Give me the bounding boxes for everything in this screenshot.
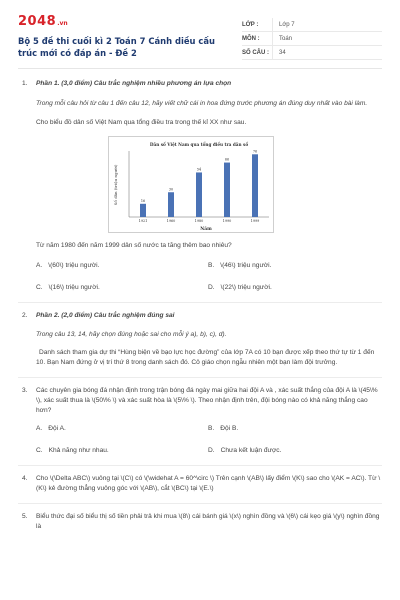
logo-text: 2048 (18, 14, 57, 29)
option-letter: A. (36, 425, 43, 432)
option-letter: B. (208, 425, 215, 432)
option-text: Đội B. (220, 425, 239, 432)
option-c[interactable] (36, 283, 208, 293)
options-q1 (36, 261, 382, 293)
population-chart (108, 136, 274, 233)
question-text: Biểu thức đại số biểu thị số tiền phải trả khi mua \(8\) cái bánh giá \(x\) nghìn đồng và \(6\) cái kẹo giá \(y\) nghìn đồng là (36, 513, 380, 530)
question-number: 4. (22, 475, 28, 482)
meta-label: MÔN : (242, 35, 260, 42)
section-instruction: Trong mỗi câu hỏi từ câu 1 đến câu 12, hãy viết chữ cái in hoa đứng trước phương án đúng duy nhất vào bài làm. (36, 100, 368, 107)
options-q3 (36, 424, 382, 456)
meta-value: Toán (272, 32, 292, 45)
question-number: 2. (22, 312, 28, 319)
header-left (18, 14, 233, 60)
data-label: 16 (140, 198, 146, 203)
chart-bar (224, 163, 230, 217)
question-4 (18, 474, 382, 494)
question-1 (18, 79, 382, 293)
option-letter: B. (208, 262, 215, 269)
divider (18, 465, 382, 466)
option-letter: C. (36, 284, 43, 291)
option-b[interactable] (208, 261, 378, 271)
option-text: \(60\) triệu người. (48, 262, 100, 269)
meta-label: SỐ CÂU : (242, 49, 269, 56)
chart-bar (252, 154, 258, 217)
x-tick-label: 1921 (138, 219, 148, 223)
y-axis-label: Số dân (triệu người) (113, 164, 118, 206)
meta-value: 34 (272, 46, 286, 59)
section-title: Phần 2. (2,0 điểm) Câu trắc nghiệm đúng sai (36, 312, 175, 319)
option-text: Khả năng như nhau. (48, 447, 109, 454)
document-header (18, 14, 382, 69)
option-d[interactable] (208, 446, 378, 456)
chart-title: Dân số Việt Nam qua tổng điều tra dân số (149, 142, 249, 147)
logo-suffix: .vn (57, 20, 68, 27)
question-text: Cho \(\Delta ABC\) vuông tại \(C\) có \(\widehat A = 60^\circ \) Trên cạnh \(AB\) lấy điểm \(K\) sao cho \(AK = AC\). Từ \(K\) kẻ đường thẳng vuông góc với \(AB\), cắt \(BC\) tại \(E.\) (36, 475, 381, 492)
question-number: 1. (22, 80, 28, 87)
question-text: Các chuyên gia bóng đá nhận định trong trận bóng đá ngày mai giữa hai đội A và , xác suất thắng của đội A là \(45\% \), xác suất thua là \(50\% \) và xác suất hòa là \(5\% \). Theo nhận định trên, đội bóng nào có khả năng thắng cao hơn? (36, 387, 378, 414)
option-d[interactable] (208, 283, 378, 293)
x-tick-label: 1990 (222, 219, 232, 223)
x-axis-label: Năm (200, 227, 212, 232)
meta-value: Lớp 7 (272, 18, 295, 31)
option-a[interactable] (36, 424, 208, 434)
option-letter: D. (208, 447, 215, 454)
option-c[interactable] (36, 446, 208, 456)
option-a[interactable] (36, 261, 208, 271)
section-title: Phần 1. (3,0 điểm) Câu trắc nghiệm nhiều phương án lựa chọn (36, 80, 232, 87)
option-text: \(46\) triệu người. (220, 262, 272, 269)
section-instruction: Trong câu 13, 14, hãy chọn đúng hoặc sai cho mỗi ý a), b), c), d). (36, 331, 227, 338)
option-text: \(22\) triệu người. (220, 284, 272, 291)
x-tick-label: 1980 (194, 219, 204, 223)
option-b[interactable] (208, 424, 378, 434)
question-text: Từ năm 1980 đến năm 1999 dân số nước ta tăng thêm bao nhiêu? (36, 242, 232, 249)
site-logo[interactable] (18, 14, 233, 29)
question-number: 3. (22, 387, 28, 394)
option-letter: D. (208, 284, 215, 291)
question-5 (18, 512, 382, 532)
question-number: 5. (22, 513, 28, 520)
chart-svg (109, 137, 275, 234)
data-label: 66 (224, 157, 230, 162)
meta-label: LỚP : (242, 21, 259, 28)
question-body: Danh sách tham gia dự thi “Hùng biện về bạo lực học đường” của lớp 7A có 10 bạn được xếp theo thứ tự từ 1 đến 10. Bạn Nam đứng ở vị trí thứ 8 trong danh sách đó. Cô giáo chọn ngẫu nhiên một bạn làm đội trưởng. (36, 349, 375, 366)
chart-marks (129, 149, 269, 223)
meta-row-class (242, 18, 382, 32)
data-label: 54 (196, 167, 202, 172)
divider (18, 503, 382, 504)
meta-row-count (242, 46, 382, 60)
option-text: Chưa kết luận được. (220, 447, 282, 454)
chart-bar (196, 172, 202, 217)
option-letter: A. (36, 262, 43, 269)
document-meta (242, 18, 382, 60)
question-prompt: Cho biểu đồ dân số Việt Nam qua tổng điều tra trong thế kỉ XX như sau. (36, 119, 247, 126)
option-letter: C. (36, 447, 43, 454)
divider (18, 302, 382, 303)
x-tick-label: 1999 (250, 219, 260, 223)
option-text: Đội A. (48, 425, 66, 432)
meta-row-subject (242, 32, 382, 46)
question-2 (18, 311, 382, 368)
data-label: 30 (168, 187, 174, 192)
data-label: 76 (252, 149, 258, 154)
divider (18, 377, 382, 378)
x-tick-label: 1960 (166, 219, 176, 223)
document-title: Bộ 5 đề thi cuối kì 2 Toán 7 Cánh diều cấu trúc mới có đáp án - Đề 2 (18, 36, 215, 58)
chart-bar (140, 204, 146, 217)
question-3 (18, 386, 382, 456)
option-text: \(16\) triệu người. (48, 284, 100, 291)
chart-bar (168, 192, 174, 217)
